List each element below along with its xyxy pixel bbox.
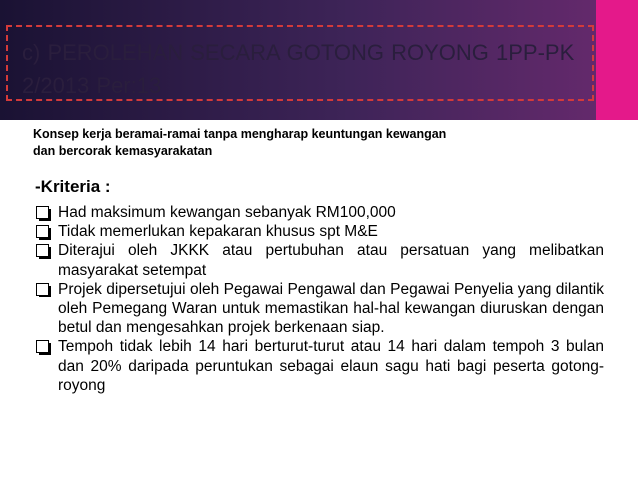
slide-title [22,36,622,102]
criteria-text: Projek dipersetujui oleh Pegawai Pengawal dan Pegawai Penyelia yang dilantik oleh Pemegang Waran untuk memastikan hal-hal kewangan diuruskan dengan betul dan mengesahkan projek berkenaan siap. [58,280,604,337]
criteria-item [36,280,604,338]
criteria-list [36,203,604,395]
criteria-text: Tidak memerlukan kepakaran khusus spt M&E [58,223,378,241]
checkbox-bullet-icon [36,340,49,353]
concept-line2: dan bercorak kemasyarakatan [33,144,213,158]
criteria-item [36,241,604,279]
criteria-item [36,203,604,222]
criteria-item [36,337,604,395]
slide-title-line1: c) PEROLEHAN SECARA GOTONG ROYONG 1PP-PK [22,40,575,65]
criteria-text: Had maksimum kewangan sebanyak RM100,000 [58,204,396,221]
checkbox-bullet-icon [36,283,49,296]
criteria-text: Tempoh tidak lebih 14 hari berturut-turut atau 14 hari dalam tempoh 3 bulan dan 20% daripada peruntukan sebagai elaun sagu hati bagi peserta gotong-royong [58,338,604,394]
concept-text [33,126,613,160]
checkbox-bullet-icon [36,206,49,219]
slide-title-line2: 2/2013 Per:13 [22,73,162,98]
criteria-heading: -Kriteria : [35,177,111,196]
concept-line1: Konsep kerja beramai-ramai tanpa mengharap keuntungan kewangan [33,127,447,141]
criteria-text: Diterajui oleh JKKK atau pertubuhan atau persatuan yang melibatkan masyarakat setempat [58,242,604,279]
criteria-item [36,222,604,241]
checkbox-bullet-icon [36,244,49,257]
checkbox-bullet-icon [36,225,49,238]
